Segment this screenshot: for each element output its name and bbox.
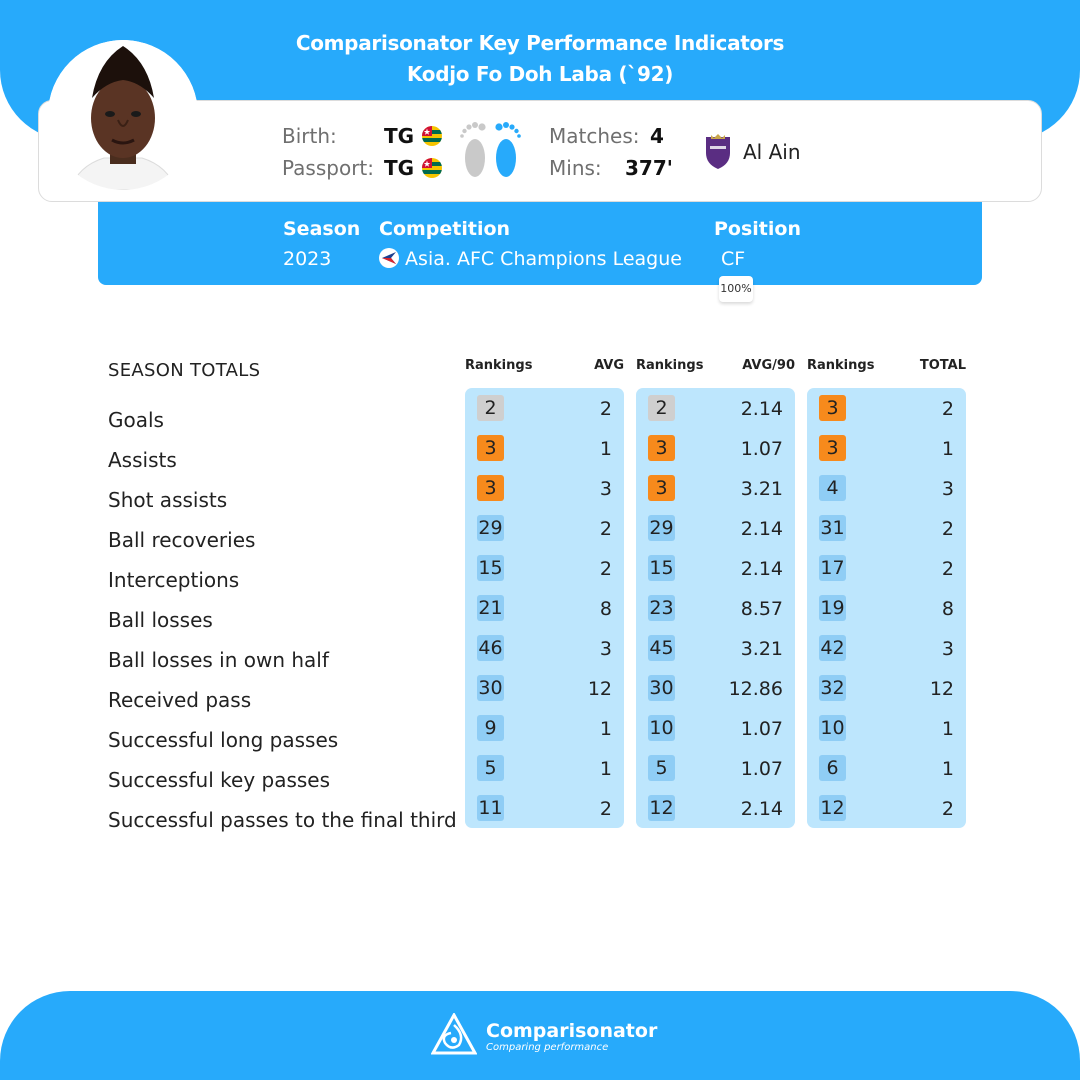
stat-label: Goals <box>108 408 164 432</box>
stat-value-avg: 12 <box>587 678 612 700</box>
stat-value-avg: 1 <box>599 718 612 740</box>
competition-header: Competition <box>379 218 511 240</box>
birth-value <box>384 124 442 148</box>
competition-name: Asia. AFC Champions League <box>405 248 682 270</box>
stat-value-total: 1 <box>941 758 954 780</box>
rank-badge-avg90: 23 <box>649 597 674 619</box>
matches-number: 4 <box>650 124 664 148</box>
matches-value <box>650 124 664 148</box>
birth-country: TG <box>384 124 415 148</box>
rank-badge-avg: 46 <box>478 637 503 659</box>
stat-value-total: 2 <box>941 518 954 540</box>
col-total: TOTAL <box>919 358 966 373</box>
stat-value-avg: 2 <box>599 558 612 580</box>
col-avg: AVG <box>594 358 624 373</box>
stat-label: Ball losses <box>108 608 213 632</box>
player-avatar <box>48 40 198 190</box>
stat-label: Interceptions <box>108 568 240 592</box>
stat-value-avg90: 1.07 <box>740 438 783 460</box>
rank-badge-total: 31 <box>820 517 845 539</box>
rank-badge-total: 10 <box>820 717 845 739</box>
stat-value-total: 8 <box>941 598 954 620</box>
stat-value-total: 2 <box>941 558 954 580</box>
stat-value-avg90: 8.57 <box>740 598 783 620</box>
birth-label: Birth: <box>282 124 337 148</box>
rank-badge-avg: 3 <box>477 475 504 501</box>
competition-value <box>379 248 682 270</box>
col-rankings-1: Rankings <box>465 358 533 373</box>
rank-badge-avg: 9 <box>477 715 504 741</box>
rank-badge-avg: 3 <box>477 435 504 461</box>
stat-value-avg: 8 <box>599 598 612 620</box>
feet-icon <box>458 118 524 182</box>
stat-value-avg: 2 <box>599 798 612 820</box>
footer-brand: Comparisonator <box>486 1020 658 1042</box>
stat-value-avg90: 2.14 <box>740 398 783 420</box>
stat-label: Shot assists <box>108 488 228 512</box>
rank-badge-total: 19 <box>820 597 845 619</box>
rank-badge-avg90: 45 <box>649 637 674 659</box>
rank-badge-avg90: 10 <box>649 717 674 739</box>
season-value: 2023 <box>283 248 332 270</box>
rank-badge-avg: 15 <box>478 557 503 579</box>
passport-country: TG <box>384 156 415 180</box>
rank-badge-avg90: 5 <box>648 755 675 781</box>
stat-value-avg: 2 <box>599 518 612 540</box>
footer-tagline: Comparing performance <box>486 1042 609 1053</box>
position-header: Position <box>714 218 801 240</box>
rank-badge-avg90: 29 <box>649 517 674 539</box>
col-rankings-3: Rankings <box>807 358 875 373</box>
rank-badge-total: 42 <box>820 637 845 659</box>
stat-value-avg90: 12.86 <box>728 678 783 700</box>
stat-value-total: 3 <box>941 478 954 500</box>
position-percentage-badge: 100% <box>719 276 753 302</box>
passport-label: Passport: <box>282 156 374 180</box>
stat-value-avg: 1 <box>599 758 612 780</box>
club-badge-icon <box>703 133 733 171</box>
stat-value-total: 12 <box>929 678 954 700</box>
rank-badge-total: 12 <box>820 797 845 819</box>
afc-logo-icon <box>379 248 399 268</box>
mins-number: 377' <box>625 156 673 180</box>
club-name: Al Ain <box>743 140 801 164</box>
togo-flag-icon <box>422 158 442 178</box>
stat-label: Ball losses in own half <box>108 648 329 672</box>
rank-badge-total: 3 <box>819 395 846 421</box>
stat-value-avg90: 3.21 <box>740 478 783 500</box>
title-line-1: Comparisonator Key Performance Indicators <box>295 31 785 55</box>
mins-label: Mins: <box>549 156 602 180</box>
rank-badge-total: 3 <box>819 435 846 461</box>
season-header: Season <box>283 218 361 240</box>
season-totals-title: SEASON TOTALS <box>108 360 261 381</box>
rank-badge-avg: 2 <box>477 395 504 421</box>
rank-badge-total: 17 <box>820 557 845 579</box>
rank-badge-avg: 30 <box>478 677 503 699</box>
rank-badge-avg90: 2 <box>648 395 675 421</box>
stat-value-avg90: 2.14 <box>740 798 783 820</box>
stat-label: Received pass <box>108 688 252 712</box>
rank-badge-total: 4 <box>819 475 846 501</box>
stat-value-avg90: 1.07 <box>740 758 783 780</box>
stat-value-total: 3 <box>941 638 954 660</box>
rank-badge-avg90: 15 <box>649 557 674 579</box>
rank-badge-avg90: 3 <box>648 475 675 501</box>
stat-value-total: 2 <box>941 398 954 420</box>
rank-badge-avg90: 30 <box>649 677 674 699</box>
rank-badge-avg: 11 <box>478 797 503 819</box>
rank-badge-total: 32 <box>820 677 845 699</box>
stat-value-avg90: 2.14 <box>740 518 783 540</box>
rank-badge-avg: 21 <box>478 597 503 619</box>
mins-value <box>625 156 673 180</box>
stat-value-avg90: 2.14 <box>740 558 783 580</box>
stat-label: Ball recoveries <box>108 528 256 552</box>
stat-value-total: 1 <box>941 718 954 740</box>
stat-value-total: 2 <box>941 798 954 820</box>
position-value: CF <box>721 248 746 270</box>
title-line-2: Kodjo Fo Doh Laba (`92) <box>406 62 674 86</box>
stat-value-avg: 1 <box>599 438 612 460</box>
stat-label: Successful passes to the final third <box>108 808 457 832</box>
stat-value-total: 1 <box>941 438 954 460</box>
col-avg90: AVG/90 <box>742 358 795 373</box>
comparisonator-logo-icon <box>431 1013 477 1057</box>
stat-value-avg90: 1.07 <box>740 718 783 740</box>
rank-badge-total: 6 <box>819 755 846 781</box>
passport-value <box>384 156 442 180</box>
stat-label: Successful long passes <box>108 728 339 752</box>
rank-badge-avg: 29 <box>478 517 503 539</box>
rank-badge-avg: 5 <box>477 755 504 781</box>
col-rankings-2: Rankings <box>636 358 704 373</box>
rank-badge-avg90: 3 <box>648 435 675 461</box>
rank-badge-avg90: 12 <box>649 797 674 819</box>
stat-label: Successful key passes <box>108 768 331 792</box>
togo-flag-icon <box>422 126 442 146</box>
stat-value-avg90: 3.21 <box>740 638 783 660</box>
season-band <box>98 202 982 285</box>
matches-label: Matches: <box>549 124 640 148</box>
stat-label: Assists <box>108 448 177 472</box>
stat-value-avg: 3 <box>599 478 612 500</box>
stat-value-avg: 3 <box>599 638 612 660</box>
stat-value-avg: 2 <box>599 398 612 420</box>
